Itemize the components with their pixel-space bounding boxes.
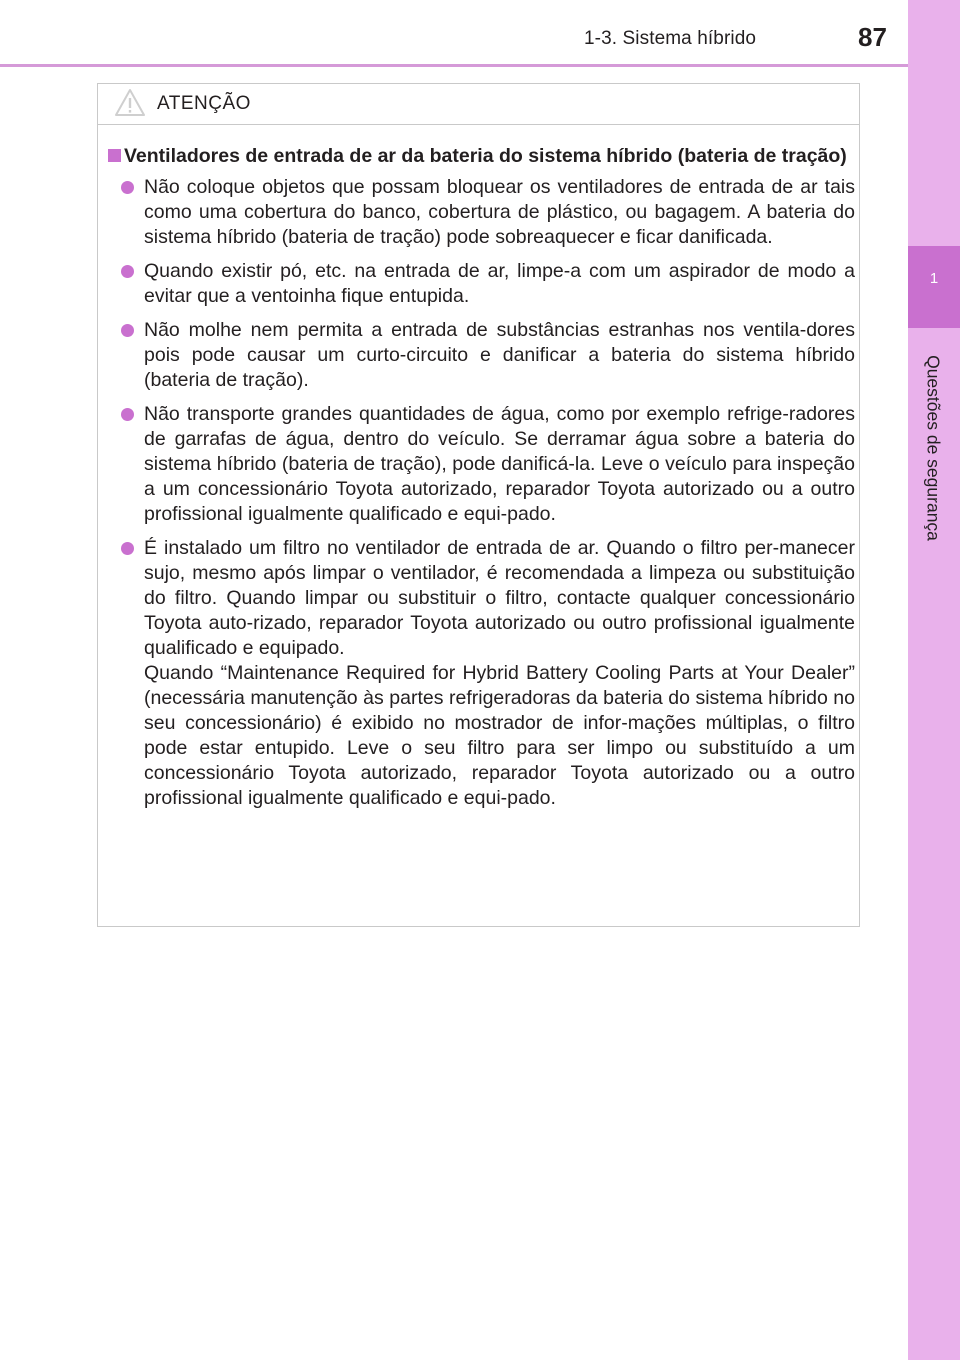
circle-bullet-icon — [121, 542, 134, 555]
circle-bullet-icon — [121, 324, 134, 337]
circle-bullet-icon — [121, 408, 134, 421]
header-divider — [0, 64, 908, 67]
circle-bullet-icon — [121, 265, 134, 278]
caution-box — [97, 83, 860, 927]
warning-triangle-icon — [114, 88, 146, 118]
list-item-text: É instalado um filtro no ventilador de entrada de ar. Quando o filtro per-manecer sujo, mesmo após limpar o ventilador, é recomendada a limpeza ou substituição do filtro. Quando limpar ou substituir o filtro, contacte qualquer concessionário Toyota auto-rizado, reparador Toyota autorizado ou outro profissional igualmente qualificado e equipado. — [144, 537, 855, 659]
list-item — [108, 259, 855, 309]
chapter-side-strip — [908, 0, 960, 1360]
chapter-title: Questões de segurança — [923, 355, 944, 541]
list-item — [108, 402, 855, 527]
chapter-tab[interactable] — [908, 246, 960, 328]
caution-header — [98, 84, 859, 125]
square-bullet-icon — [108, 149, 121, 162]
section-heading-text: Ventiladores de entrada de ar da bateria do sistema híbrido (bateria de tração) — [124, 145, 847, 167]
list-item-text: Quando existir pó, etc. na entrada de ar, limpe-a com um aspirador de modo a evitar que a ventoinha fique entupida. — [144, 260, 855, 307]
caution-title: ATENÇÃO — [157, 93, 251, 114]
list-item — [108, 175, 855, 250]
list-item-text: Não coloque objetos que possam bloquear os ventiladores de entrada de ar tais como uma cobertura do banco, cobertura de plástico, ou bagagem. A bateria do sistema híbrido (bateria de tração) pode sobreaquecer e ficar danificada. — [144, 176, 855, 248]
caution-content — [108, 144, 855, 820]
chapter-number: 1 — [929, 270, 939, 287]
section-heading — [108, 144, 855, 169]
list-item-text: Não molhe nem permita a entrada de substâncias estranhas nos ventila-dores pois pode causar um curto-circuito e danificar a bateria do sistema híbrido (bateria de tração). — [144, 319, 855, 391]
list-item — [108, 318, 855, 393]
list-item-continuation-text: Quando “Maintenance Required for Hybrid Battery Cooling Parts at Your Dealer” (necessária manutenção às partes refrigeradoras da bateria do sistema híbrido no seu concessionário) é exibido no mostrador de infor-mações múltiplas, o filtro pode estar entupido. Leve o seu filtro para ser limpo ou substituído a um concessionário Toyota autorizado, reparador Toyota autorizado ou a outro profissional igualmente qualificado e equi-pado. — [144, 662, 855, 809]
list-item-text: Não transporte grandes quantidades de água, como por exemplo refrige-radores de garrafas de água, dentro do veículo. Se derramar água sobre a bateria do sistema híbrido (bateria de tração), pode danificá-la. Leve o veículo para inspeção a um concessionário Toyota autorizado, reparador Toyota autorizado ou a outro profissional igualmente qualificado e equi-pado. — [144, 403, 855, 525]
section-title: 1-3. Sistema híbrido — [584, 28, 757, 49]
list-item — [108, 536, 855, 811]
page-number: 87 — [858, 22, 887, 52]
circle-bullet-icon — [121, 181, 134, 194]
